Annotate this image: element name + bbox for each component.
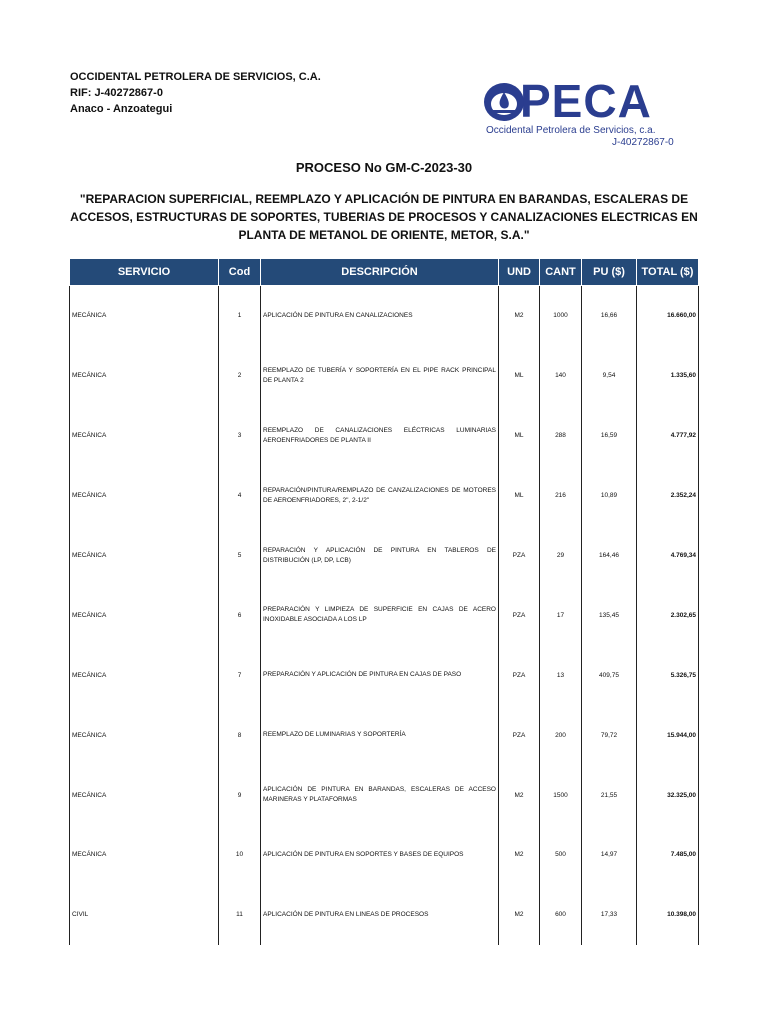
table-header-row: [70, 259, 699, 286]
cell-cant: 600: [540, 885, 582, 945]
table-row: [70, 346, 699, 406]
cell-pu: 14,97: [582, 825, 637, 885]
cell-descripcion: REPARACIÓN/PINTURA/REMPLAZO DE CANZALIZACIONES DE MOTORES DE AEROENFRIADORES, 2", 2-1/2": [261, 466, 499, 526]
cell-cant: 500: [540, 825, 582, 885]
cell-und: ML: [499, 346, 540, 406]
cell-descripcion: PREPARACIÓN Y APLICACIÓN DE PINTURA EN CAJAS DE PASO: [261, 645, 499, 705]
cell-cant: 13: [540, 645, 582, 705]
cell-pu: 17,33: [582, 885, 637, 945]
process-subject: "REPARACION SUPERFICIAL, REEMPLAZO Y APLICACIÓN DE PINTURA EN BARANDAS, ESCALERAS DE ACCESOS, ESTRUCTURAS DE SOPORTES, TUBERIAS DE PROCESOS Y CANALIZACIONES ELECTRICAS EN PLANTA DE METANOL DE ORIENTE, METOR, S.A.": [70, 192, 698, 242]
cell-pu: 409,75: [582, 645, 637, 705]
table-row: [70, 526, 699, 586]
cell-total: 32.325,00: [637, 765, 699, 825]
cell-servicio: MECÁNICA: [70, 825, 219, 885]
company-rif: RIF: J-40272867-0: [70, 87, 163, 99]
cell-cant: 29: [540, 526, 582, 586]
cell-descripcion: APLICACIÓN DE PINTURA EN CANALIZACIONES: [261, 286, 499, 346]
cell-cant: 216: [540, 466, 582, 526]
cell-descripcion: APLICACIÓN DE PINTURA EN LINEAS DE PROCESOS: [261, 885, 499, 945]
cell-descripcion: APLICACIÓN DE PINTURA EN BARANDAS, ESCALERAS DE ACCESO MARINERAS Y PLATAFORMAS: [261, 765, 499, 825]
header-total: TOTAL ($): [637, 259, 699, 286]
cell-servicio: MECÁNICA: [70, 346, 219, 406]
header-descripcion: DESCRIPCIÓN: [261, 259, 499, 286]
table-row: [70, 406, 699, 466]
cell-servicio: MECÁNICA: [70, 645, 219, 705]
cell-pu: 10,89: [582, 466, 637, 526]
cell-cod: 5: [219, 526, 261, 586]
logo-rif: J-40272867-0: [612, 137, 674, 148]
cell-und: PZA: [499, 705, 540, 765]
cell-total: 4.777,92: [637, 406, 699, 466]
cell-cant: 17: [540, 585, 582, 645]
table-row: [70, 466, 699, 526]
cell-descripcion: REPARACIÓN Y APLICACIÓN DE PINTURA EN TABLEROS DE DISTRIBUCIÓN (LP, DP, LCB): [261, 526, 499, 586]
cell-servicio: MECÁNICA: [70, 286, 219, 346]
cell-descripcion: REEMPLAZO DE TUBERÍA Y SOPORTERÍA EN EL PIPE RACK PRINCIPAL DE PLANTA 2: [261, 346, 499, 406]
cell-total: 2.302,65: [637, 585, 699, 645]
cell-servicio: MECÁNICA: [70, 526, 219, 586]
cell-cod: 6: [219, 585, 261, 645]
cell-cod: 10: [219, 825, 261, 885]
cell-und: M2: [499, 885, 540, 945]
cell-und: M2: [499, 765, 540, 825]
cell-descripcion: PREPARACIÓN Y LIMPIEZA DE SUPERFICIE EN CAJAS DE ACERO INOXIDABLE ASOCIADA A LOS LP: [261, 585, 499, 645]
company-info: [70, 69, 321, 117]
cell-total: 16.660,00: [637, 286, 699, 346]
cell-und: PZA: [499, 526, 540, 586]
cell-cod: 7: [219, 645, 261, 705]
table-row: [70, 286, 699, 346]
opeca-logo: [478, 75, 692, 148]
header-cant: CANT: [540, 259, 582, 286]
cell-total: 5.326,75: [637, 645, 699, 705]
cell-total: 7.485,00: [637, 825, 699, 885]
cell-und: PZA: [499, 645, 540, 705]
cell-cod: 4: [219, 466, 261, 526]
cell-pu: 79,72: [582, 705, 637, 765]
cell-cant: 200: [540, 705, 582, 765]
cell-total: 2.352,24: [637, 466, 699, 526]
services-table: [69, 258, 699, 945]
cell-und: PZA: [499, 585, 540, 645]
cell-pu: 21,55: [582, 765, 637, 825]
cell-servicio: MECÁNICA: [70, 705, 219, 765]
cell-cant: 288: [540, 406, 582, 466]
cell-cod: 8: [219, 705, 261, 765]
cell-und: M2: [499, 286, 540, 346]
header-und: UND: [499, 259, 540, 286]
table-row: [70, 825, 699, 885]
cell-und: M2: [499, 825, 540, 885]
header-pu: PU ($): [582, 259, 637, 286]
cell-cod: 1: [219, 286, 261, 346]
cell-pu: 9,54: [582, 346, 637, 406]
cell-descripcion: REEMPLAZO DE LUMINARIAS Y SOPORTERÍA: [261, 705, 499, 765]
cell-descripcion: REEMPLAZO DE CANALIZACIONES ELÉCTRICAS LUMINARIAS AEROENFRIADORES DE PLANTA II: [261, 406, 499, 466]
logo-wordmark: PECA: [520, 75, 652, 127]
cell-cod: 11: [219, 885, 261, 945]
company-location: Anaco - Anzoategui: [70, 103, 173, 115]
table-row: [70, 765, 699, 825]
table-row: [70, 885, 699, 945]
process-title: PROCESO No GM-C-2023-30: [295, 160, 473, 175]
cell-cant: 1000: [540, 286, 582, 346]
cell-servicio: MECÁNICA: [70, 466, 219, 526]
header-cod: Cod: [219, 259, 261, 286]
cell-pu: 16,59: [582, 406, 637, 466]
cell-pu: 16,66: [582, 286, 637, 346]
cell-cod: 9: [219, 765, 261, 825]
cell-servicio: CIVIL: [70, 885, 219, 945]
cell-cant: 140: [540, 346, 582, 406]
cell-servicio: MECÁNICA: [70, 406, 219, 466]
cell-cod: 3: [219, 406, 261, 466]
cell-total: 15.944,00: [637, 705, 699, 765]
cell-total: 4.769,34: [637, 526, 699, 586]
cell-cant: 1500: [540, 765, 582, 825]
header-servicio: SERVICIO: [70, 259, 219, 286]
cell-total: 1.335,60: [637, 346, 699, 406]
company-name: OCCIDENTAL PETROLERA DE SERVICIOS, C.A.: [70, 71, 321, 83]
table-row: [70, 645, 699, 705]
cell-pu: 135,45: [582, 585, 637, 645]
cell-pu: 164,46: [582, 526, 637, 586]
logo-subtitle: Occidental Petrolera de Servicios, c.a.: [486, 125, 656, 136]
cell-servicio: MECÁNICA: [70, 765, 219, 825]
table-row: [70, 705, 699, 765]
cell-cod: 2: [219, 346, 261, 406]
cell-servicio: MECÁNICA: [70, 585, 219, 645]
cell-und: ML: [499, 466, 540, 526]
cell-und: ML: [499, 406, 540, 466]
table-row: [70, 585, 699, 645]
cell-total: 10.398,00: [637, 885, 699, 945]
cell-descripcion: APLICACIÓN DE PINTURA EN SOPORTES Y BASES DE EQUIPOS: [261, 825, 499, 885]
